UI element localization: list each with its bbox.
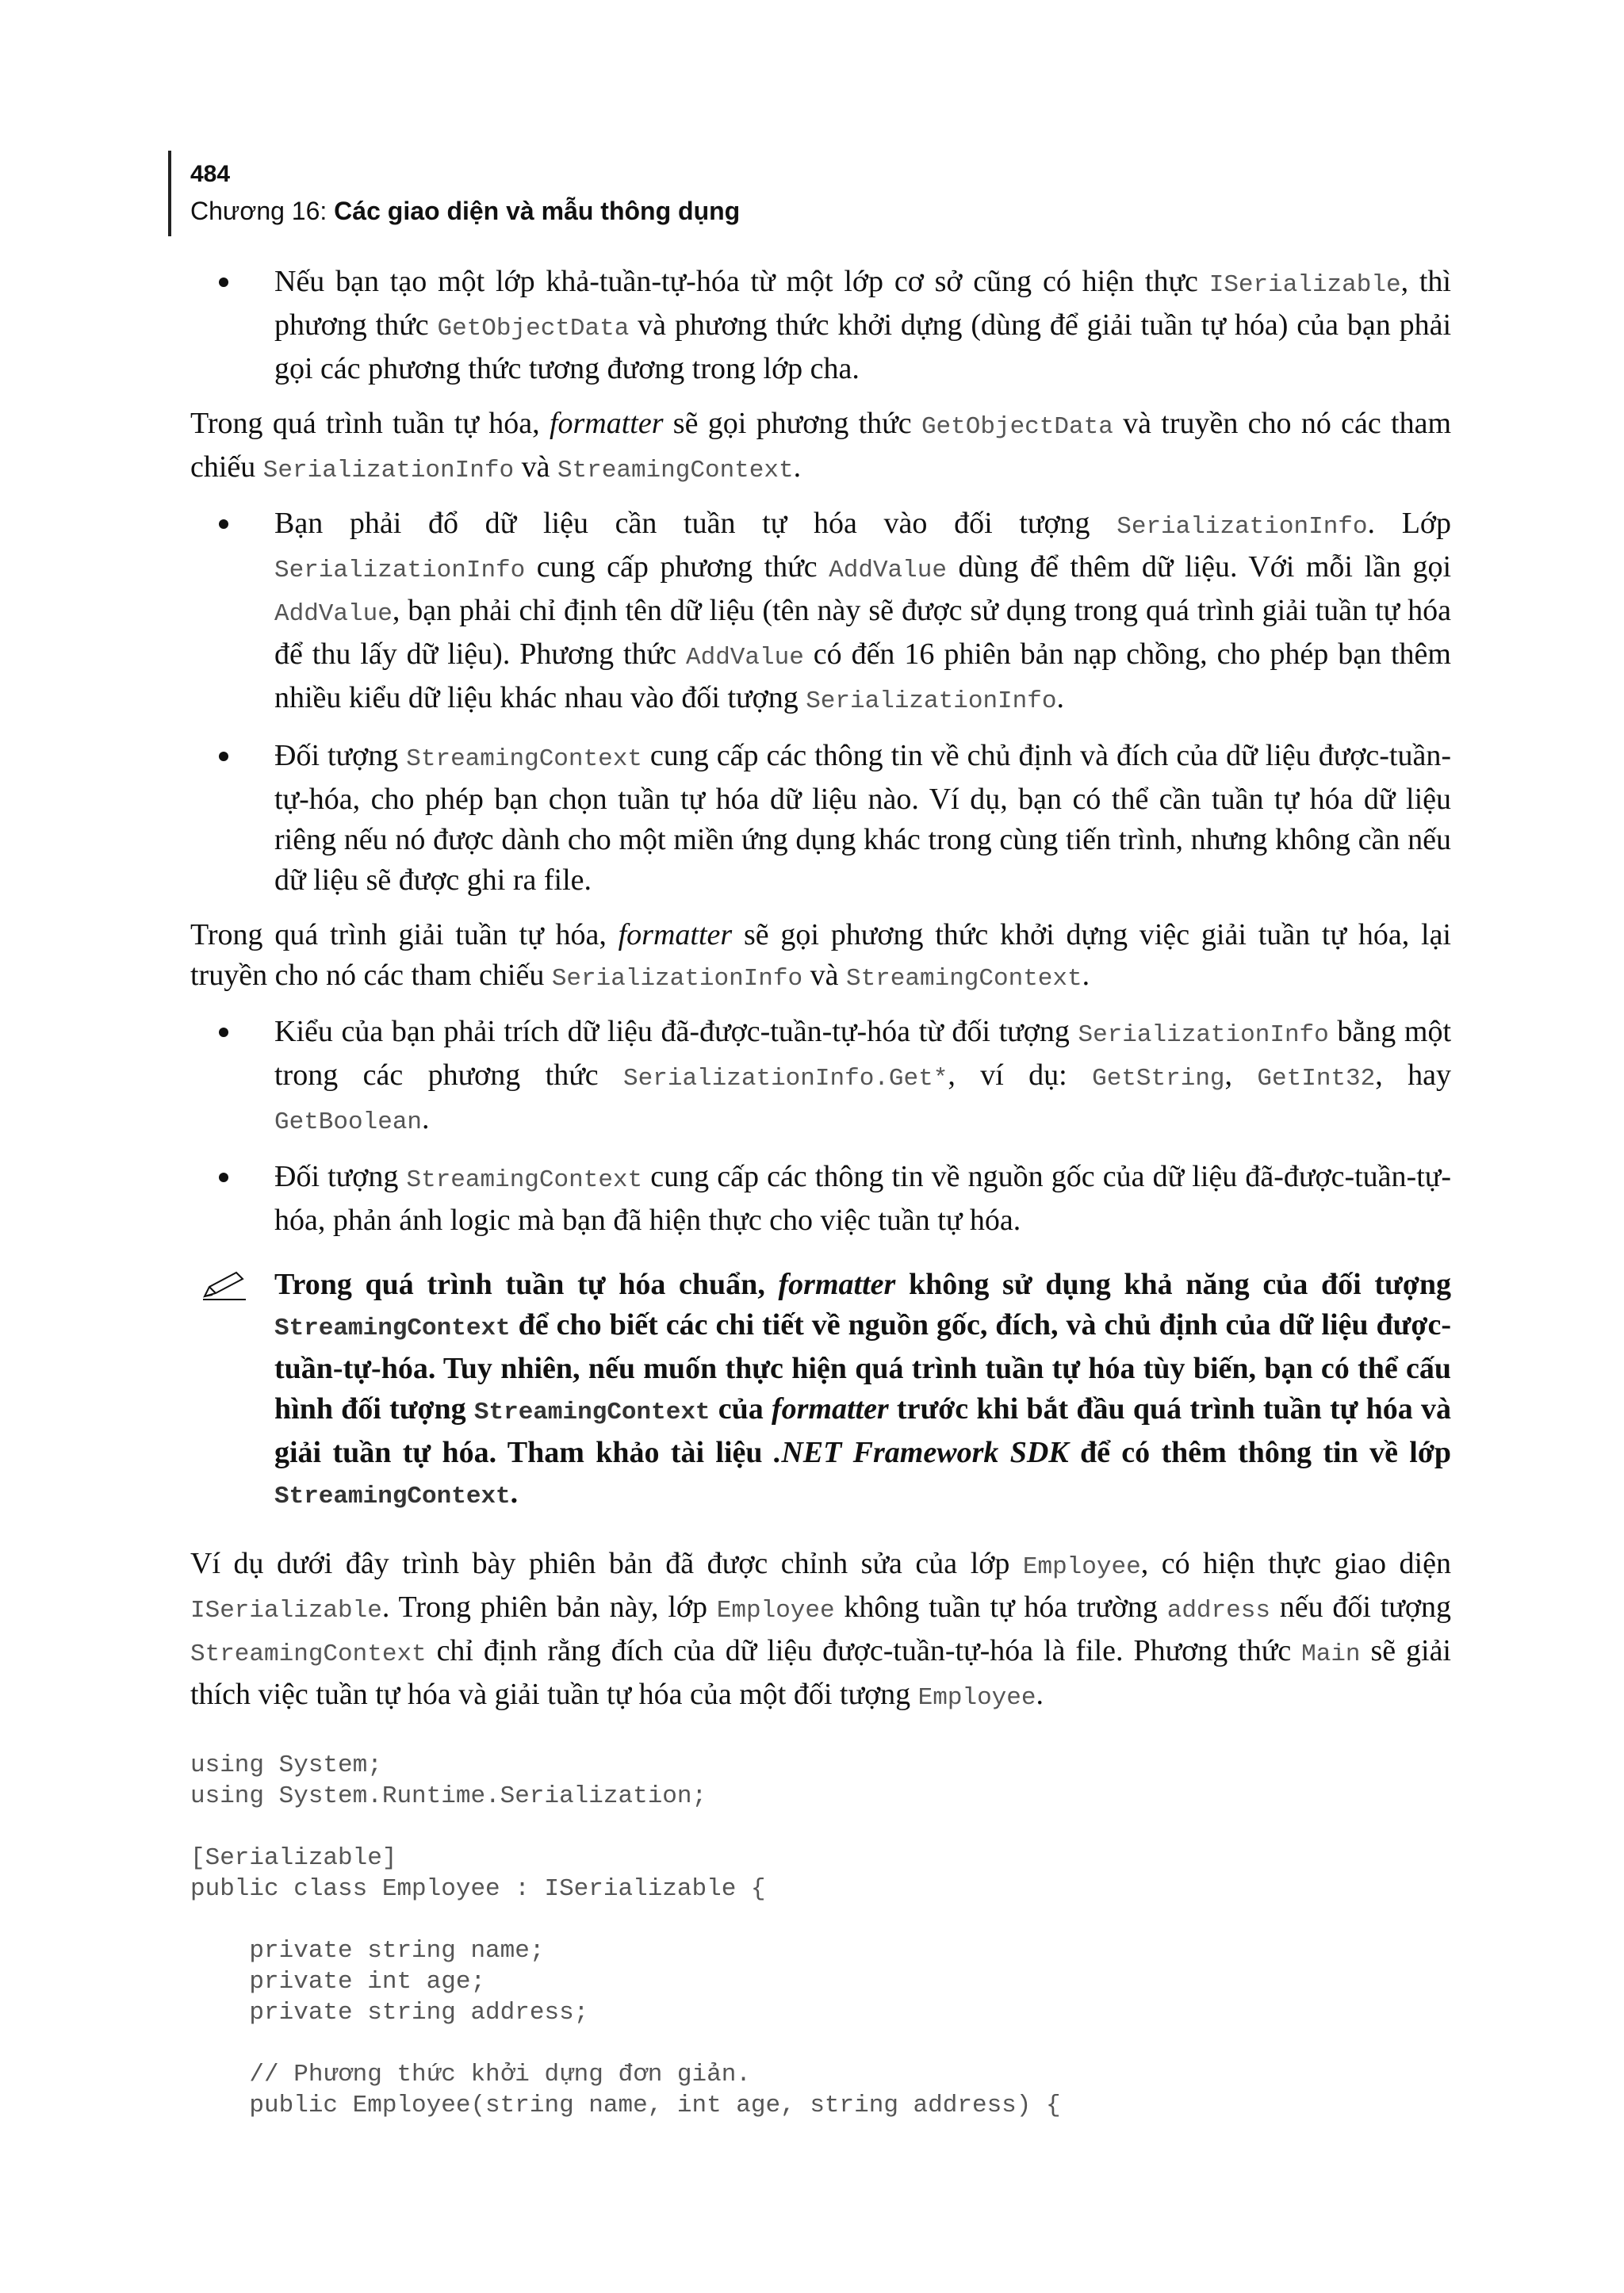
note-text: Trong quá trình tuần tự hóa chuẩn, <box>274 1268 779 1301</box>
chapter-prefix: Chương 16: <box>190 197 335 225</box>
bullet-text: cung cấp các thông tin về chủ định và đích của dữ liệu được-tuần-tự-hóa, cho phép bạn chọn tuần tự hóa dữ liệu nào. Ví dụ, bạn có thể cần tuần tự hóa dữ liệu riêng nếu nó được dành cho một miền ứng dụng khác trong cùng tiến trình, nhưng không cần nếu dữ liệu sẽ được ghi ra file. <box>274 739 1451 897</box>
code-term: ISerializable <box>1208 271 1401 299</box>
bullet-text: bằng một trong các phương thức <box>274 1015 1452 1092</box>
paragraph-text: . <box>1082 959 1090 992</box>
bullet-text: , bạn phải chỉ định tên dữ liệu (tên này sẽ được sử dụng trong quá trình giải tuần tự hóa để thu lấy dữ liệu). Phương thức <box>274 594 1451 671</box>
code-term: StreamingContext <box>557 457 794 484</box>
paragraph-text: sẽ giải thích việc tuần tự hóa và giải tuần tự hóa của một đối tượng <box>190 1634 1451 1711</box>
emphasis-term: formatter <box>549 407 664 440</box>
bullet-text: Nếu bạn tạo một lớp khả-tuần-tự-hóa từ một lớp cơ sở cũng có hiện thực <box>274 265 1209 298</box>
code-term: Main <box>1301 1640 1361 1668</box>
code-term: SerializationInfo.Get* <box>623 1065 948 1093</box>
paragraph-text: sẽ gọi phương thức <box>663 407 921 440</box>
page-header <box>168 151 1459 236</box>
paragraph-text: và <box>514 450 557 484</box>
code-term: SerializationInfo <box>1078 1021 1329 1049</box>
bullet-text: , thì phương thức <box>274 265 1451 342</box>
paragraph-text: chỉ định rằng đích của dữ liệu được-tuần-tự-hóa là file. Phương thức <box>426 1634 1302 1667</box>
paragraph-text: và <box>802 959 846 992</box>
paragraph-text: sẽ gọi phương thức khởi dựng việc giải tuần tự hóa, lại truyền cho nó các tham chiếu <box>190 918 1451 992</box>
code-term: Employee <box>917 1684 1036 1712</box>
code-term: Employee <box>716 1597 835 1625</box>
bullet-text: . <box>1056 681 1064 714</box>
emphasis-term: .NET Framework SDK <box>773 1436 1069 1469</box>
paragraph-text: . Trong phiên bản này, lớp <box>381 1591 717 1624</box>
code-term: address <box>1166 1597 1270 1625</box>
code-term: SerializationInfo <box>274 557 526 584</box>
code-term: AddValue <box>829 557 947 584</box>
code-term: StreamingContext <box>406 745 642 773</box>
bullet-text: , ví dụ: <box>948 1058 1093 1092</box>
paragraph-example-intro <box>190 1544 1451 1718</box>
bullet-item-streamingcontext <box>190 736 1451 901</box>
code-term: SerializationInfo <box>806 687 1057 715</box>
bullet-text: cung cấp các thông tin về nguồn gốc của dữ liệu đã-được-tuần-tự-hóa, phản ánh logic mà bạn đã hiện thực cho việc tuần tự hóa. <box>274 1160 1452 1237</box>
paragraph-serialization <box>190 404 1451 491</box>
note-box <box>190 1265 1451 1517</box>
code-term: GetBoolean <box>274 1108 423 1136</box>
code-listing: using System; using System.Runtime.Serialization; [Serializable] public class Employee : ISerializable { private string name; private int age; private string address; // Phương thức khởi dựng đơn giản. public Employee(string name, int age, string address) { <box>190 1751 1061 2119</box>
code-term: SerializationInfo <box>1116 513 1368 541</box>
code-term: AddValue <box>274 600 393 628</box>
code-term: ISerializable <box>190 1597 382 1625</box>
note-text: . <box>510 1476 519 1510</box>
paragraph-text: . <box>793 450 802 484</box>
note-text: để cho biết các chi tiết về nguồn gốc, đích, và chủ định của dữ liệu được-tuần-tự-hóa. Tuy nhiên, nếu muốn thực hiện quá trình tuần tự hóa tùy biến, bạn có thể cấu hình đối tượng <box>274 1308 1451 1426</box>
code-term: AddValue <box>686 644 804 672</box>
bullet-text: . <box>422 1102 430 1135</box>
bullet-item-source-info <box>190 1157 1451 1241</box>
bullet-text: và phương thức khởi dựng (dùng để giải tuần tự hóa) của bạn phải gọi các phương thức tương đương trong lớp cha. <box>274 308 1451 385</box>
pencil-note-icon <box>201 1269 247 1301</box>
bullet-text: Đối tượng <box>274 1160 407 1193</box>
bullet-text: Bạn phải đổ dữ liệu cần tuần tự hóa vào đối tượng <box>274 507 1117 540</box>
code-term: StreamingContext <box>190 1640 427 1668</box>
paragraph-text: . <box>1036 1678 1044 1711</box>
page-number: 484 <box>190 161 231 187</box>
bullet-text: Đối tượng <box>274 739 407 772</box>
paragraph-text: , có hiện thực giao diện <box>1140 1547 1451 1580</box>
code-term: GetObjectData <box>921 413 1113 441</box>
paragraph-text: nếu đối tượng <box>1270 1591 1452 1624</box>
chapter-heading <box>190 193 1459 228</box>
bullet-text: Kiểu của bạn phải trích dữ liệu đã-được-tuần-tự-hóa từ đối tượng <box>274 1015 1078 1048</box>
bullet-item-serializationinfo <box>190 503 1451 722</box>
paragraph-text: và truyền cho nó các tham chiếu <box>190 407 1452 484</box>
code-term: StreamingContext <box>274 1483 511 1510</box>
code-term: StreamingContext <box>406 1166 643 1194</box>
emphasis-term: formatter <box>771 1392 889 1426</box>
bullet-text: , <box>1224 1058 1258 1092</box>
chapter-title: Các giao diện và mẫu thông dụng <box>334 197 741 225</box>
code-term: GetString <box>1092 1065 1225 1093</box>
emphasis-term: formatter <box>618 918 733 951</box>
note-text: trước khi bắt đầu quá trình tuần tự hóa và giải tuần tự hóa. Tham khảo tài liệu <box>274 1392 1451 1469</box>
note-text: để có thêm thông tin về lớp <box>1068 1436 1451 1469</box>
bullet-item-base-class <box>190 262 1451 389</box>
page-body <box>190 262 1451 2121</box>
code-term: StreamingContext <box>845 965 1082 993</box>
code-term: Employee <box>1022 1553 1141 1581</box>
bullet-text: có đến 16 phiên bản nạp chồng, cho phép bạn thêm nhiều kiểu dữ liệu khác nhau vào đối tượng <box>274 637 1451 714</box>
paragraph-text: Trong quá trình tuần tự hóa, <box>190 407 550 440</box>
code-term: StreamingContext <box>473 1399 710 1426</box>
note-text: không sử dụng khả năng của đối tượng <box>895 1268 1452 1301</box>
bullet-text: dùng để thêm dữ liệu. Với mỗi lần gọi <box>946 550 1451 584</box>
code-term: GetObjectData <box>437 315 630 343</box>
paragraph-text: Ví dụ dưới đây trình bày phiên bản đã được chỉnh sửa của lớp <box>190 1547 1023 1580</box>
note-text: của <box>710 1392 772 1426</box>
paragraph-deserialization <box>190 915 1451 999</box>
bullet-text: , hay <box>1375 1058 1451 1092</box>
emphasis-term: formatter <box>778 1268 896 1301</box>
bullet-item-extract-data <box>190 1012 1451 1143</box>
paragraph-text: không tuần tự hóa trường <box>834 1591 1167 1624</box>
code-term: SerializationInfo <box>262 457 515 484</box>
bullet-text: cung cấp phương thức <box>525 550 829 584</box>
code-term: SerializationInfo <box>551 965 803 993</box>
bullet-text: . Lớp <box>1367 507 1452 540</box>
code-term: GetInt32 <box>1257 1065 1376 1093</box>
paragraph-text: Trong quá trình giải tuần tự hóa, <box>190 918 619 951</box>
code-term: StreamingContext <box>274 1315 511 1342</box>
